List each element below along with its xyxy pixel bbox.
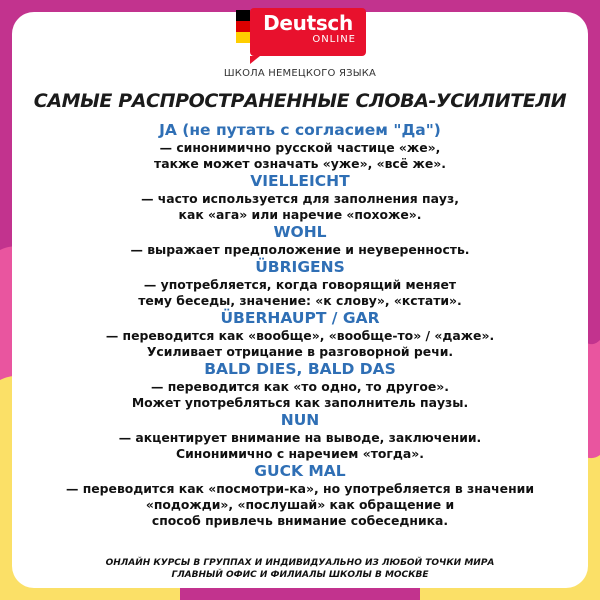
- entry-term-wohl: WOHL: [273, 223, 327, 241]
- german-flag-icon: [236, 10, 250, 43]
- logo-text: Deutsch: [263, 11, 353, 35]
- entry-desc-line: также может означать «уже», «всё же».: [154, 156, 446, 171]
- flag-stripe-red: [236, 21, 250, 32]
- flag-stripe-gold: [236, 32, 250, 43]
- entry-term-uebrigens: ÜBRIGENS: [255, 258, 345, 276]
- entry-desc-line: — часто используется для заполнения пауз,: [141, 191, 459, 206]
- entry-desc-line: тему беседы, значение: «к слову», «кстати».: [138, 293, 462, 308]
- entry-desc-line: — переводится как «вообще», «вообще-то» / «даже».: [105, 328, 495, 343]
- school-tagline: ШКОЛА НЕМЕЦКОГО ЯЗЫКА: [223, 68, 377, 79]
- brand-logo: [250, 8, 366, 56]
- entries-list: [0, 121, 600, 529]
- entry-desc-line: Усиливает отрицание в разговорной речи.: [146, 344, 454, 359]
- flag-stripe-black: [236, 10, 250, 21]
- footer: [0, 557, 600, 581]
- entry-desc-line: как «ага» или наречие «похоже».: [178, 207, 422, 222]
- entry-term-nun: NUN: [280, 411, 320, 429]
- footer-line-courses: ОНЛАЙН КУРСЫ В ГРУППАХ И ИНДИВИДУАЛЬНО ИЗ ЛЮБОЙ ТОЧКИ МИРА: [105, 558, 495, 568]
- entry-desc-line: способ привлечь внимание собеседника.: [151, 513, 449, 528]
- entry-desc-line: «подожди», «послушай» как обращение и: [145, 497, 455, 512]
- entry-term-guck-mal: GUCK MAL: [254, 462, 346, 480]
- entry-desc-line: Может употребляться как заполнитель паузы.: [131, 395, 469, 410]
- footer-line-offices: ГЛАВНЫЙ ОФИС И ФИЛИАЛЫ ШКОЛЫ В МОСКВЕ: [171, 570, 429, 580]
- entry-term-ueberhaupt-gar: ÜBERHAUPT / GAR: [220, 309, 380, 327]
- entry-desc-line: — акцентирует внимание на выводе, заключении.: [118, 430, 482, 445]
- entry-desc-line: — употребляется, когда говорящий меняет: [143, 277, 457, 292]
- entry-desc-line: — синонимично русской частице «же»,: [159, 140, 441, 155]
- entry-term-vielleicht: VIELLEICHT: [250, 172, 350, 190]
- page-title: САМЫЕ РАСПРОСТРАНЕННЫЕ СЛОВА-УСИЛИТЕЛИ: [33, 90, 567, 112]
- entry-term-bald-dies-bald-das: BALD DIES, BALD DAS: [204, 360, 396, 378]
- entry-desc-line: — переводится как «то одно, то другое».: [151, 379, 449, 394]
- entry-desc-line: Синонимично с наречием «тогда».: [176, 446, 424, 461]
- logo-subtext: ONLINE: [312, 34, 356, 45]
- entry-desc-line: — выражает предположение и неуверенность.: [130, 242, 470, 257]
- entry-desc-line: — переводится как «посмотри-ка», но употребляется в значении: [66, 481, 534, 496]
- logo-speech-tail: [250, 56, 260, 64]
- entry-term-ja: JA (не путать с согласием "Да"): [159, 121, 441, 139]
